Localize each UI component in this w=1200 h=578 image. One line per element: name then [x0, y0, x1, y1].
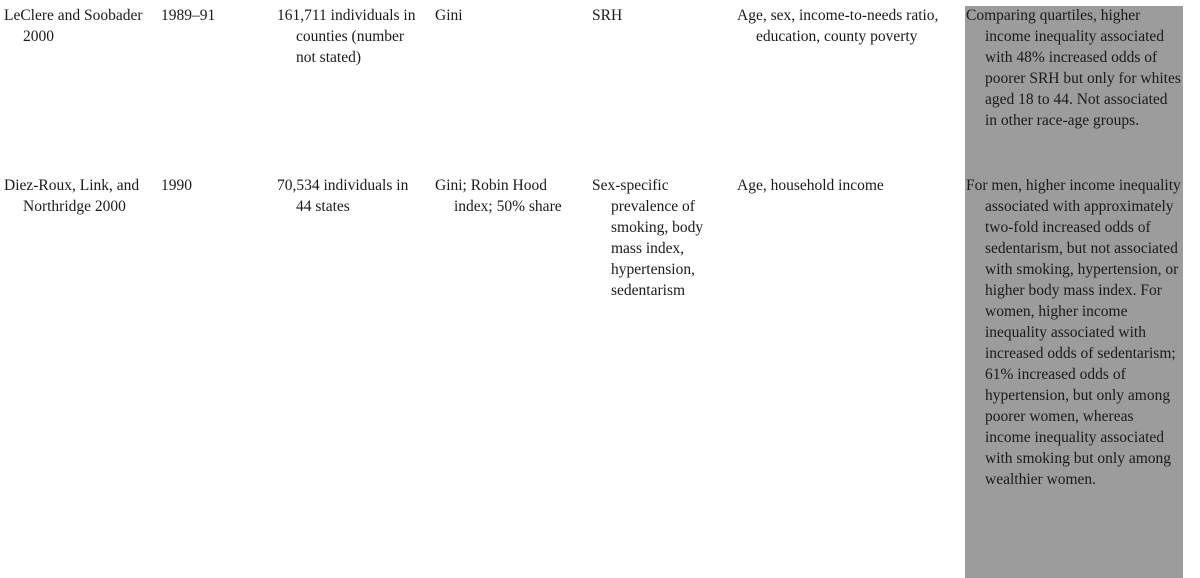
study-cell: Diez-Roux, Link, and Northridge 2000 — [4, 177, 140, 215]
year-cell: 1990 — [161, 177, 192, 194]
outcome-cell: SRH — [592, 7, 623, 24]
inequality-measure-cell: Gini — [435, 7, 463, 24]
sample-cell: 161,711 individuals in counties (number not stated) — [277, 7, 416, 66]
outcome-cell: Sex-specific prevalence of smoking, body mass index, hypertension, sedentarism — [592, 177, 704, 299]
findings-cell: For men, higher income inequality associated with approximately two-fold increased odds of sedentarism, but not associated with smoking, hypertension, or higher body mass index. For women, higher income inequality associated with increased odds of sedentarism; 61% increased odds of hypertension, but only among poorer women, whereas income inequality associated with smoking but only among wealthier women. — [966, 177, 1181, 488]
inequality-measure-cell: Gini; Robin Hood index; 50% share — [435, 177, 562, 215]
findings-cell: Comparing quartiles, higher income inequality associated with 48% increased odds of poorer SRH but only for whites aged 18 to 44. Not associated in other race-age groups. — [966, 7, 1181, 129]
year-cell: 1989–91 — [161, 7, 216, 24]
controls-cell: Age, sex, income-to-needs ratio, education, county poverty — [737, 7, 939, 45]
sample-cell: 70,534 individuals in 44 states — [277, 177, 409, 215]
study-cell: LeClere and Soobader 2000 — [4, 7, 143, 45]
controls-cell: Age, household income — [737, 177, 884, 194]
